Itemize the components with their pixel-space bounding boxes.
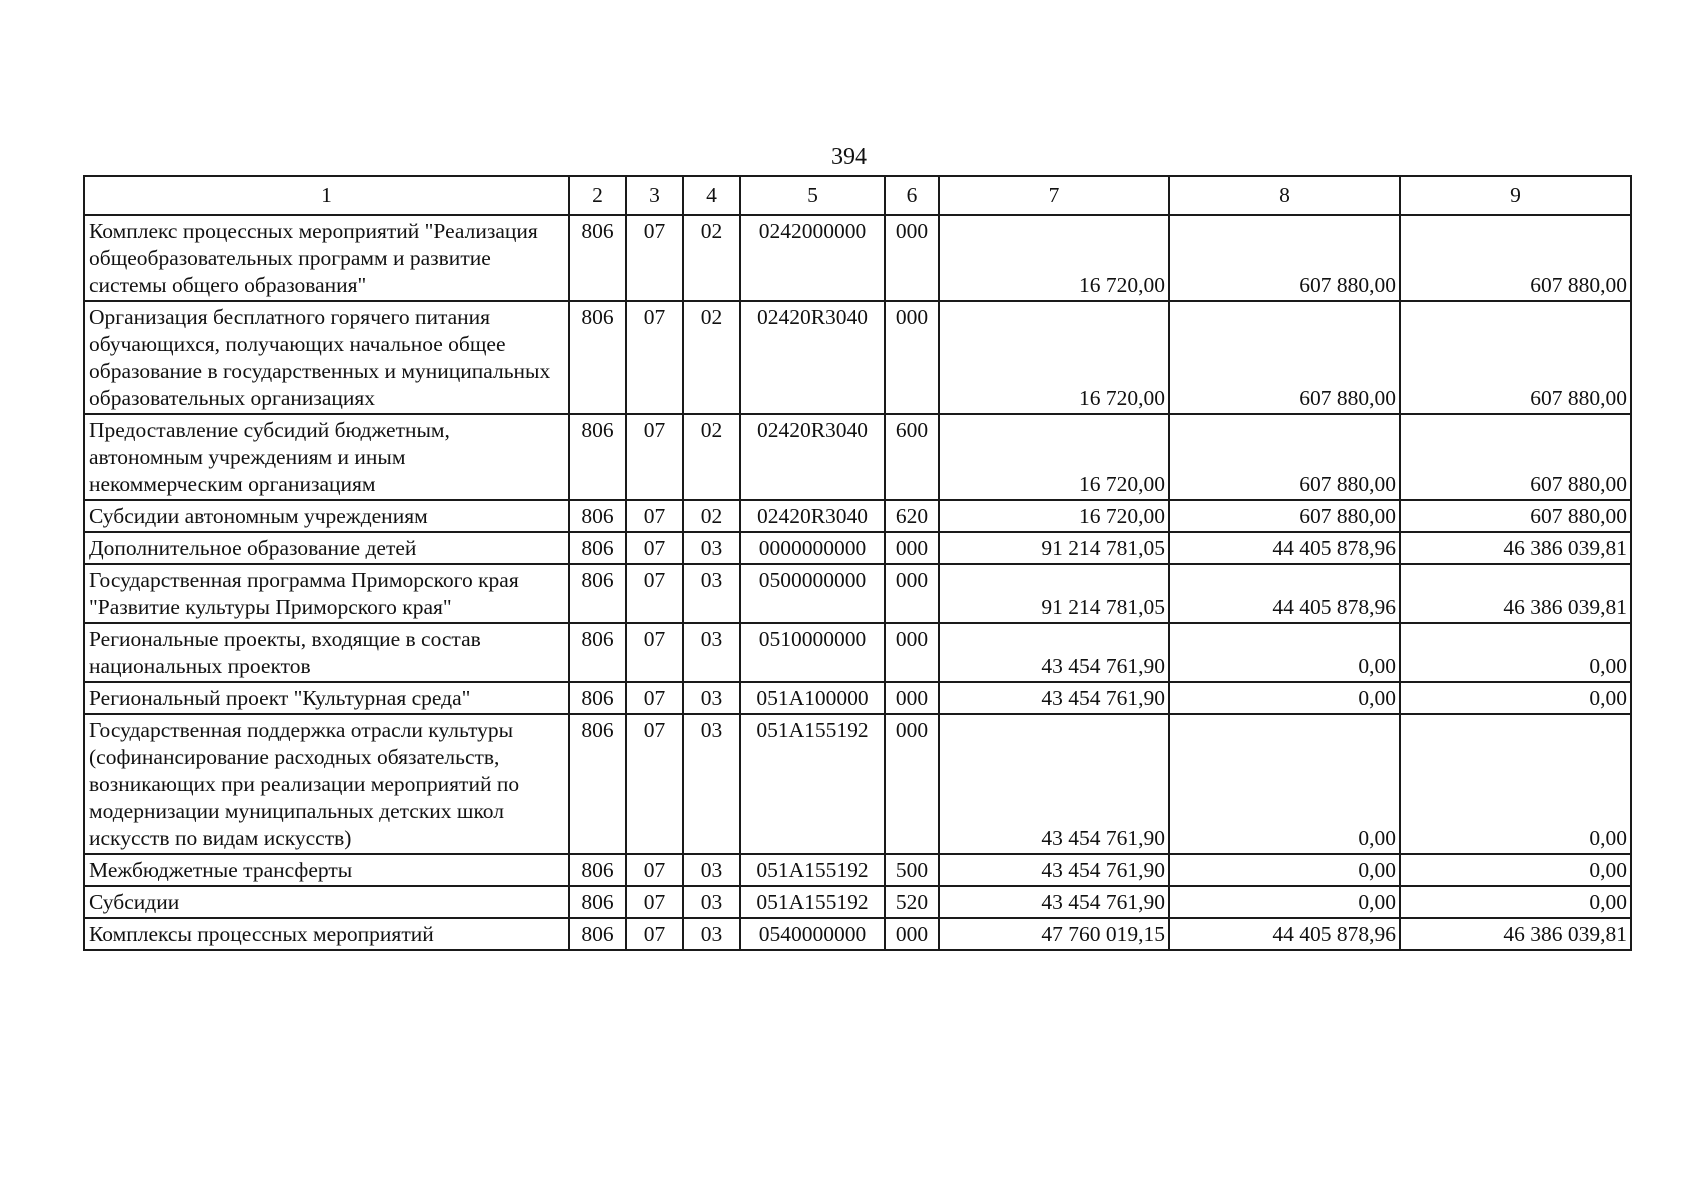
table-row	[84, 623, 1631, 682]
cell-amount-col8: 0,00	[1169, 682, 1400, 714]
cell-amount-col7: 91 214 781,05	[939, 532, 1169, 564]
cell-expense-type: 520	[885, 886, 939, 918]
cell-target-article: 051A155192	[740, 714, 885, 854]
budget-table	[83, 175, 1632, 951]
cell-ministry-code: 806	[569, 854, 626, 886]
row-name: Региональные проекты, входящие в состав национальных проектов	[84, 623, 569, 682]
cell-ministry-code: 806	[569, 714, 626, 854]
cell-target-article: 02420R3040	[740, 301, 885, 414]
row-name: Организация бесплатного горячего питания обучающихся, получающих начальное общее образование в государственных и муниципальных образовательных организациях	[84, 301, 569, 414]
cell-section: 07	[626, 623, 683, 682]
cell-expense-type: 620	[885, 500, 939, 532]
header-col-5: 5	[740, 176, 885, 215]
cell-section: 07	[626, 886, 683, 918]
cell-expense-type: 000	[885, 532, 939, 564]
cell-amount-col7: 47 760 019,15	[939, 918, 1169, 950]
cell-target-article: 0510000000	[740, 623, 885, 682]
cell-target-article: 02420R3040	[740, 500, 885, 532]
cell-target-article: 051A100000	[740, 682, 885, 714]
cell-expense-type: 000	[885, 215, 939, 301]
cell-target-article: 0000000000	[740, 532, 885, 564]
table-row	[84, 215, 1631, 301]
cell-ministry-code: 806	[569, 682, 626, 714]
cell-expense-type: 000	[885, 918, 939, 950]
cell-expense-type: 000	[885, 714, 939, 854]
cell-expense-type: 500	[885, 854, 939, 886]
cell-ministry-code: 806	[569, 301, 626, 414]
page-number: 394	[831, 144, 867, 170]
table-row	[84, 918, 1631, 950]
cell-target-article: 051A155192	[740, 854, 885, 886]
cell-ministry-code: 806	[569, 414, 626, 500]
cell-section: 07	[626, 854, 683, 886]
cell-section: 07	[626, 532, 683, 564]
table-row	[84, 682, 1631, 714]
cell-subsection: 03	[683, 564, 740, 623]
cell-amount-col8: 607 880,00	[1169, 500, 1400, 532]
table-header	[84, 176, 1631, 215]
cell-amount-col7: 16 720,00	[939, 215, 1169, 301]
cell-amount-col9: 46 386 039,81	[1400, 532, 1631, 564]
table-row	[84, 564, 1631, 623]
cell-ministry-code: 806	[569, 918, 626, 950]
cell-subsection: 03	[683, 854, 740, 886]
cell-amount-col9: 46 386 039,81	[1400, 564, 1631, 623]
cell-amount-col7: 43 454 761,90	[939, 714, 1169, 854]
row-name: Субсидии автономным учреждениям	[84, 500, 569, 532]
table-row	[84, 500, 1631, 532]
table-row	[84, 532, 1631, 564]
row-name: Комплексы процессных мероприятий	[84, 918, 569, 950]
cell-section: 07	[626, 682, 683, 714]
cell-target-article: 0500000000	[740, 564, 885, 623]
cell-amount-col9: 0,00	[1400, 886, 1631, 918]
cell-amount-col8: 0,00	[1169, 854, 1400, 886]
cell-amount-col9: 607 880,00	[1400, 301, 1631, 414]
cell-amount-col8: 44 405 878,96	[1169, 532, 1400, 564]
cell-section: 07	[626, 714, 683, 854]
row-name: Дополнительное образование детей	[84, 532, 569, 564]
cell-amount-col9: 0,00	[1400, 714, 1631, 854]
cell-amount-col7: 43 454 761,90	[939, 682, 1169, 714]
table-row	[84, 854, 1631, 886]
row-name: Межбюджетные трансферты	[84, 854, 569, 886]
cell-expense-type: 000	[885, 682, 939, 714]
row-name: Государственная программа Приморского края "Развитие культуры Приморского края"	[84, 564, 569, 623]
cell-amount-col9: 607 880,00	[1400, 414, 1631, 500]
cell-subsection: 02	[683, 500, 740, 532]
table-row	[84, 886, 1631, 918]
row-name: Предоставление субсидий бюджетным, автономным учреждениям и иным некоммерческим организациям	[84, 414, 569, 500]
cell-amount-col8: 0,00	[1169, 714, 1400, 854]
header-col-3: 3	[626, 176, 683, 215]
cell-subsection: 02	[683, 215, 740, 301]
cell-section: 07	[626, 414, 683, 500]
cell-subsection: 02	[683, 301, 740, 414]
cell-subsection: 03	[683, 886, 740, 918]
cell-amount-col7: 16 720,00	[939, 414, 1169, 500]
cell-amount-col7: 43 454 761,90	[939, 854, 1169, 886]
header-col-8: 8	[1169, 176, 1400, 215]
cell-target-article: 051A155192	[740, 886, 885, 918]
cell-amount-col7: 16 720,00	[939, 301, 1169, 414]
cell-amount-col8: 0,00	[1169, 886, 1400, 918]
cell-amount-col9: 607 880,00	[1400, 215, 1631, 301]
cell-amount-col9: 0,00	[1400, 623, 1631, 682]
cell-amount-col9: 0,00	[1400, 854, 1631, 886]
header-col-1: 1	[84, 176, 569, 215]
cell-subsection: 03	[683, 918, 740, 950]
cell-subsection: 03	[683, 682, 740, 714]
header-row	[84, 176, 1631, 215]
cell-subsection: 02	[683, 414, 740, 500]
cell-section: 07	[626, 215, 683, 301]
cell-amount-col7: 43 454 761,90	[939, 886, 1169, 918]
cell-ministry-code: 806	[569, 500, 626, 532]
row-name: Государственная поддержка отрасли культуры (софинансирование расходных обязательств, возникающих при реализации мероприятий по модернизации муниципальных детских школ искусств по видам искусств)	[84, 714, 569, 854]
cell-ministry-code: 806	[569, 532, 626, 564]
row-name: Региональный проект "Культурная среда"	[84, 682, 569, 714]
cell-section: 07	[626, 918, 683, 950]
cell-ministry-code: 806	[569, 564, 626, 623]
row-name: Субсидии	[84, 886, 569, 918]
header-col-9: 9	[1400, 176, 1631, 215]
cell-amount-col7: 91 214 781,05	[939, 564, 1169, 623]
header-col-4: 4	[683, 176, 740, 215]
cell-ministry-code: 806	[569, 623, 626, 682]
cell-target-article: 02420R3040	[740, 414, 885, 500]
cell-amount-col9: 0,00	[1400, 682, 1631, 714]
table-row	[84, 714, 1631, 854]
cell-subsection: 03	[683, 623, 740, 682]
cell-amount-col8: 44 405 878,96	[1169, 918, 1400, 950]
cell-subsection: 03	[683, 532, 740, 564]
cell-amount-col8: 0,00	[1169, 623, 1400, 682]
cell-amount-col9: 46 386 039,81	[1400, 918, 1631, 950]
cell-expense-type: 000	[885, 301, 939, 414]
cell-expense-type: 000	[885, 564, 939, 623]
table-row	[84, 301, 1631, 414]
header-col-2: 2	[569, 176, 626, 215]
cell-amount-col7: 16 720,00	[939, 500, 1169, 532]
table-row	[84, 414, 1631, 500]
cell-section: 07	[626, 564, 683, 623]
cell-amount-col8: 607 880,00	[1169, 215, 1400, 301]
header-col-6: 6	[885, 176, 939, 215]
cell-amount-col8: 44 405 878,96	[1169, 564, 1400, 623]
header-col-7: 7	[939, 176, 1169, 215]
cell-ministry-code: 806	[569, 886, 626, 918]
cell-ministry-code: 806	[569, 215, 626, 301]
cell-section: 07	[626, 500, 683, 532]
cell-amount-col9: 607 880,00	[1400, 500, 1631, 532]
cell-amount-col7: 43 454 761,90	[939, 623, 1169, 682]
cell-target-article: 0242000000	[740, 215, 885, 301]
cell-amount-col8: 607 880,00	[1169, 414, 1400, 500]
cell-expense-type: 000	[885, 623, 939, 682]
cell-section: 07	[626, 301, 683, 414]
cell-amount-col8: 607 880,00	[1169, 301, 1400, 414]
row-name: Комплекс процессных мероприятий "Реализация общеобразовательных программ и развитие системы общего образования"	[84, 215, 569, 301]
table-body	[84, 215, 1631, 950]
cell-expense-type: 600	[885, 414, 939, 500]
cell-subsection: 03	[683, 714, 740, 854]
cell-target-article: 0540000000	[740, 918, 885, 950]
